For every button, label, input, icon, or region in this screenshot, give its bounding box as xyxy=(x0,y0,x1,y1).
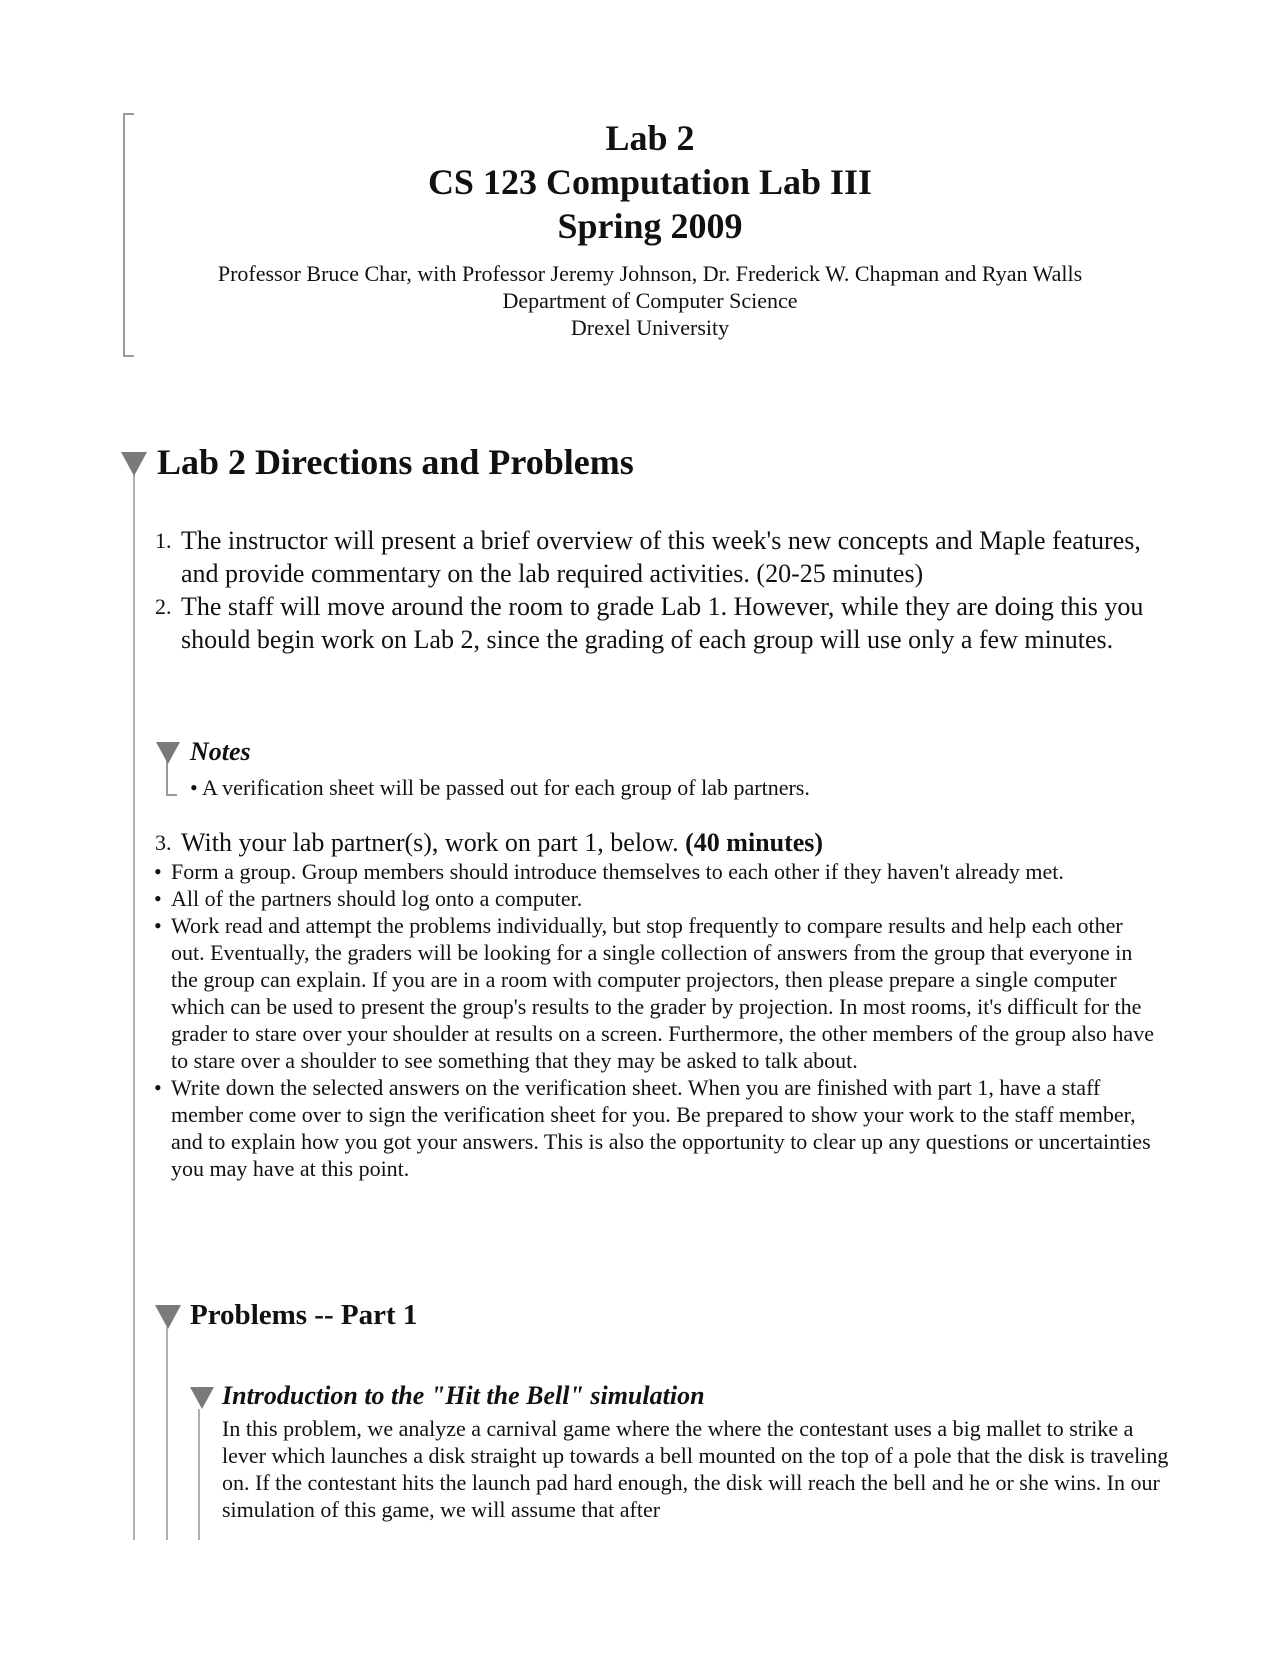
list-item xyxy=(154,858,1154,885)
list-item-text: With your lab partner(s), work on part 1, below. xyxy=(181,828,679,857)
bullet-symbol: • xyxy=(154,1075,162,1100)
bullet-symbol: • xyxy=(190,775,198,800)
main-section-line xyxy=(133,472,135,1540)
list-number: 3. xyxy=(155,830,172,855)
term-title: Spring 2009 xyxy=(557,206,743,246)
list-item xyxy=(155,826,1155,859)
intro-section-line xyxy=(198,1409,200,1540)
numbered-list-item3 xyxy=(155,826,1155,859)
bullet-text: Form a group. Group members should introduce themselves to each other if they haven't already met. xyxy=(171,859,1064,884)
department-line: Department of Computer Science xyxy=(502,288,798,313)
notes-heading: Notes xyxy=(190,737,251,766)
notes-section-bracket xyxy=(166,760,177,796)
bullet-text: Work read and attempt the problems individually, but stop frequently to compare results and help each other out. Eventually, the graders will be looking for a single collection of answers from the group that everyone in the group can explain. If you are in a room with computer projectors, then please prepare a single computer which can be used to present the group's results to the grader by projection. In most rooms, it's difficult for the grader to stare over your shoulder at results on a screen. Furthermore, the other members of the group also have to stare over a shoulder to see something that they may be asked to talk about. xyxy=(171,913,1154,1073)
list-item xyxy=(154,912,1154,1074)
numbered-list xyxy=(155,524,1155,656)
section-heading-directions: Lab 2 Directions and Problems xyxy=(157,442,634,482)
notes-bullet xyxy=(190,774,810,801)
authors-line: Professor Bruce Char, with Professor Jeremy Johnson, Dr. Frederick W. Chapman and Ryan Walls xyxy=(217,261,1083,286)
list-number: 2. xyxy=(155,594,172,619)
list-item xyxy=(154,885,1154,912)
list-item xyxy=(155,590,1155,656)
bullet-symbol: • xyxy=(154,886,162,911)
collapse-triangle-icon[interactable] xyxy=(155,1305,181,1329)
bullet-list xyxy=(154,858,1154,1182)
list-number: 1. xyxy=(155,528,172,553)
collapse-triangle-icon[interactable] xyxy=(190,1387,214,1409)
collapse-triangle-icon[interactable] xyxy=(156,742,180,764)
lab-title: Lab 2 xyxy=(605,118,695,158)
document-header xyxy=(150,116,1150,341)
intro-heading: Introduction to the "Hit the Bell" simulation xyxy=(222,1381,705,1410)
list-item-text: The instructor will present a brief overview of this week's new concepts and Maple features, and provide commentary on the lab required activities. (20-25 minutes) xyxy=(181,526,1141,588)
list-item xyxy=(154,1074,1154,1182)
notes-bullet-text: A verification sheet will be passed out for each group of lab partners. xyxy=(202,775,810,800)
bullet-symbol: • xyxy=(154,913,162,938)
course-title: CS 123 Computation Lab III xyxy=(427,162,873,202)
list-item xyxy=(155,524,1155,590)
collapse-triangle-icon[interactable] xyxy=(121,452,147,476)
section-heading-part1: Problems -- Part 1 xyxy=(190,1299,418,1331)
title-section-bracket xyxy=(123,113,134,357)
part1-section-line xyxy=(166,1327,168,1540)
list-item-text: The staff will move around the room to grade Lab 1. However, while they are doing this you should begin work on Lab 2, since the grading of each group will use only a few minutes. xyxy=(181,592,1144,654)
bullet-symbol: • xyxy=(154,859,162,884)
university-line: Drexel University xyxy=(570,315,730,340)
time-estimate: (40 minutes) xyxy=(685,828,824,857)
bullet-text: Write down the selected answers on the verification sheet. When you are finished with part 1, have a staff member come over to sign the verification sheet for you. Be prepared to show your work to the staff member, and to explain how you got your answers. This is also the opportunity to clear up any questions or uncertainties you may have at this point. xyxy=(171,1075,1151,1181)
bullet-text: All of the partners should log onto a computer. xyxy=(171,886,583,911)
intro-paragraph: In this problem, we analyze a carnival game where the where the contestant uses a big mallet to strike a lever which launches a disk straight up towards a bell mounted on the top of a pole that the disk is traveling on. If the contestant hits the launch pad hard enough, the disk will reach the bell and he or she wins. In our simulation of this game, we will assume that after xyxy=(222,1416,1169,1522)
